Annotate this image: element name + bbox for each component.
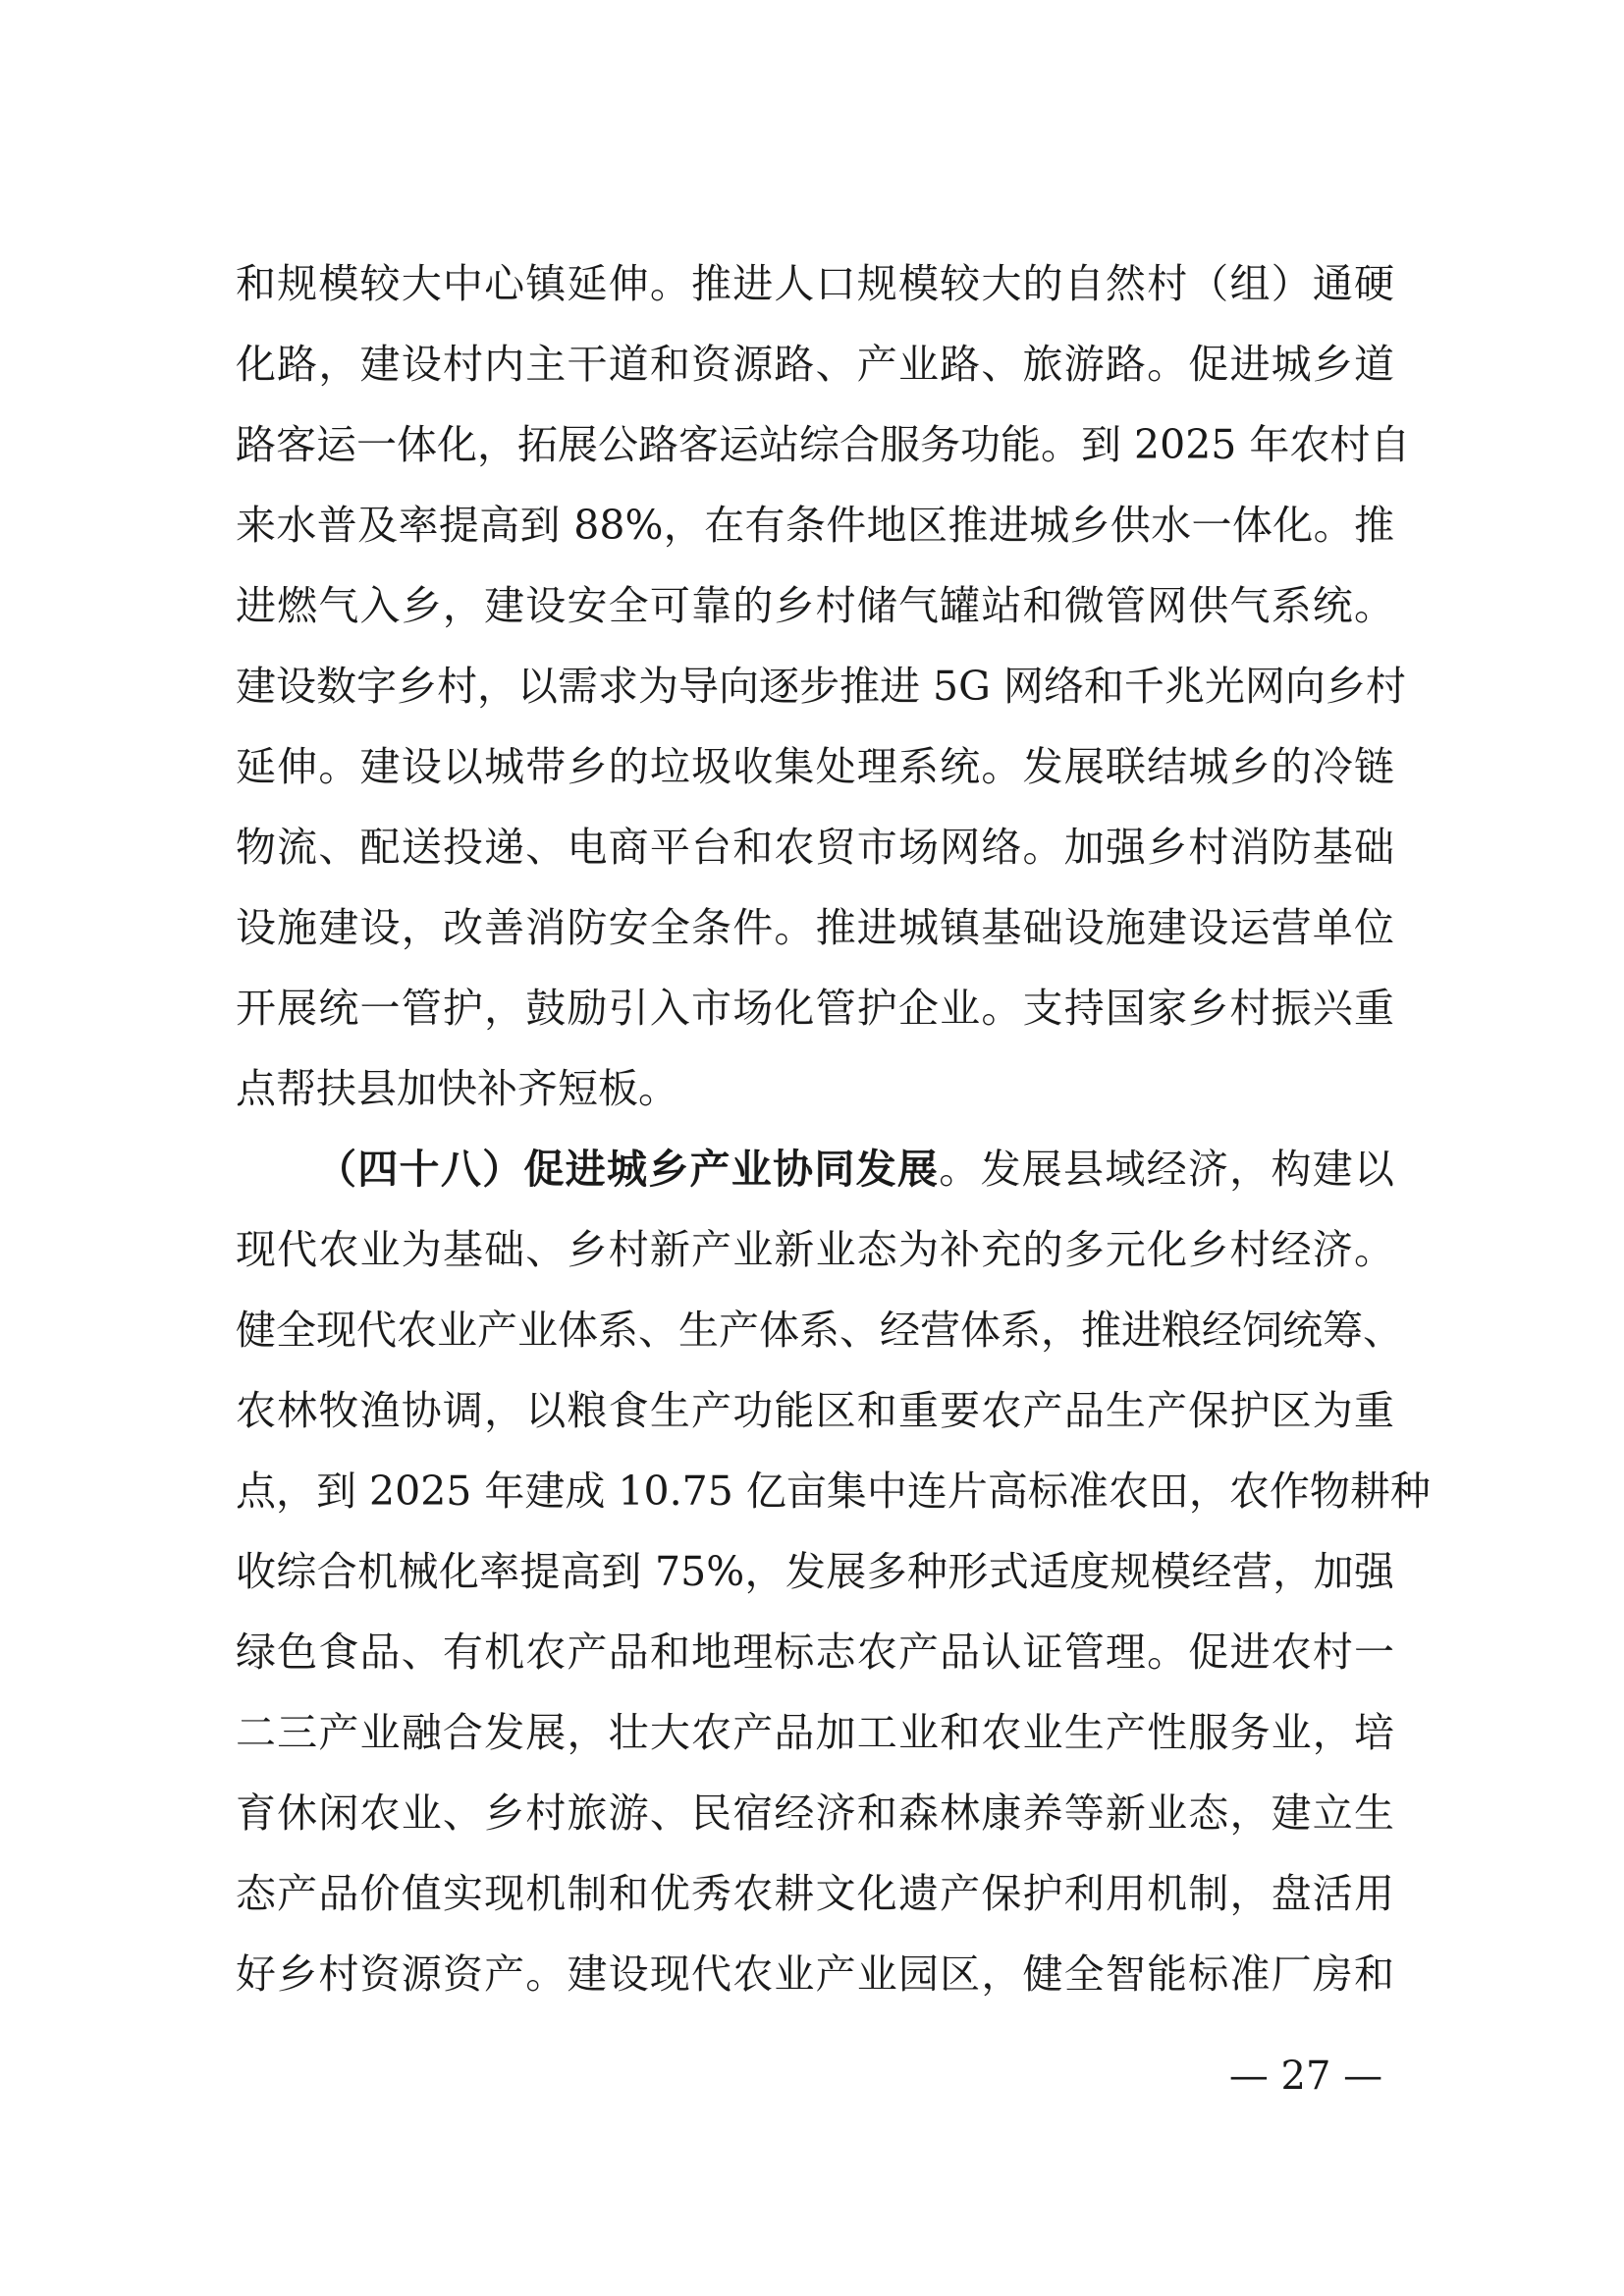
text-line: 进燃气入乡，建设安全可靠的乡村储气罐站和微管网供气系统。: [236, 582, 1394, 629]
text-line: 好乡村资源资产。建设现代农业产业园区，健全智能标准厂房和: [236, 1950, 1394, 1998]
text-line: 育休闲农业、乡村旅游、民宿经济和森林康养等新业态，建立生: [236, 1789, 1394, 1837]
page-number: — 27 —: [1228, 2054, 1383, 2099]
text-line: 路客运一体化，拓展公路客运站综合服务功能。到 2025 年农村自: [236, 421, 1411, 468]
text-line: 延伸。建设以城带乡的垃圾收集处理系统。发展联结城乡的冷链: [236, 743, 1394, 790]
text-line: 健全现代农业产业体系、生产体系、经营体系，推进粮经饲统筹、: [236, 1307, 1403, 1354]
text-line: 点，到 2025 年建成 10.75 亿亩集中连片高标准农田，农作物耕种: [236, 1468, 1431, 1515]
text-line: 来水普及率提高到 88%，在有条件地区推进城乡供水一体化。推: [236, 502, 1394, 549]
section-heading: （四十八）促进城乡产业协同发展: [316, 1146, 940, 1193]
text-segment: 。发展县域经济，构建以: [939, 1146, 1395, 1193]
text-line: 农林牧渔协调，以粮食生产功能区和重要农产品生产保护区为重: [236, 1387, 1394, 1434]
text-line: 物流、配送投递、电商平台和农贸市场网络。加强乡村消防基础: [236, 824, 1394, 871]
text-line: 点帮扶县加快补齐短板。: [236, 1065, 678, 1112]
text-line: 态产品价值实现机制和优秀农耕文化遗产保护利用机制，盘活用: [236, 1870, 1394, 1917]
text-line: 绿色食品、有机农产品和地理标志农产品认证管理。促进农村一: [236, 1629, 1394, 1676]
text-line: 化路，建设村内主干道和资源路、产业路、旅游路。促进城乡道: [236, 341, 1394, 388]
text-line: 二三产业融合发展，壮大农产品加工业和农业生产性服务业，培: [236, 1709, 1394, 1756]
text-line: 设施建设，改善消防安全条件。推进城镇基础设施建设运营单位: [236, 904, 1394, 951]
text-line: 建设数字乡村，以需求为导向逐步推进 5G 网络和千兆光网向乡村: [236, 663, 1406, 710]
text-line: 和规模较大中心镇延伸。推进人口规模较大的自然村（组）通硬: [236, 260, 1394, 307]
text-line: 收综合机械化率提高到 75%，发展多种形式适度规模经营，加强: [236, 1548, 1394, 1595]
text-line: 开展统一管护，鼓励引入市场化管护企业。支持国家乡村振兴重: [236, 985, 1394, 1032]
text-line: 现代农业为基础、乡村新产业新业态为补充的多元化乡村经济。: [236, 1226, 1394, 1273]
text-line-with-heading: [316, 1129, 1394, 1209]
